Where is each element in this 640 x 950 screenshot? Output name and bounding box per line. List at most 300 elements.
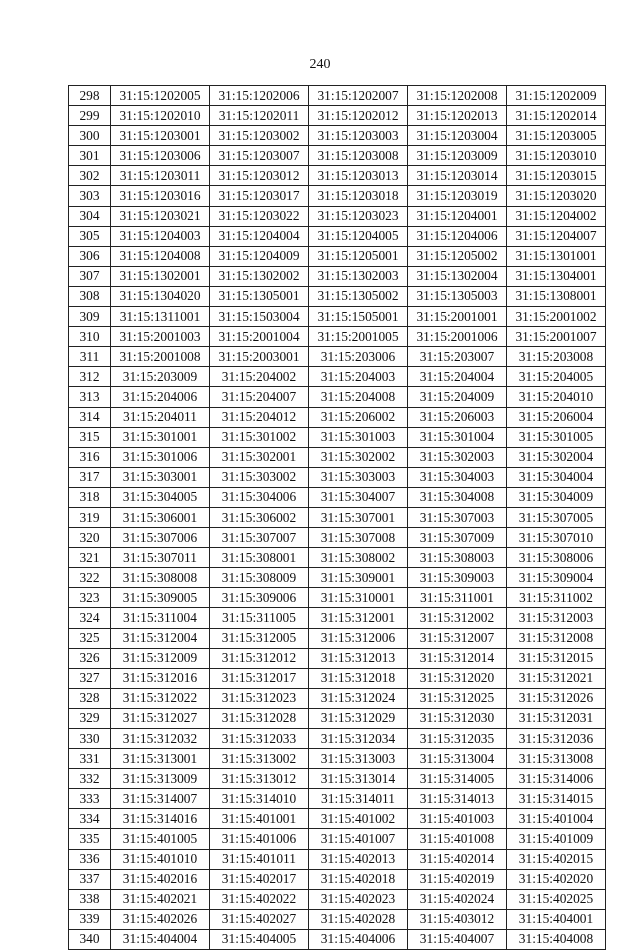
cadastral-number-cell: 31:15:1304020 [111, 286, 210, 306]
row-number: 310 [69, 327, 111, 347]
cadastral-number-cell: 31:15:314015 [507, 789, 606, 809]
cadastral-number-cell: 31:15:306002 [210, 507, 309, 527]
cadastral-number-cell: 31:15:1202005 [111, 86, 210, 106]
cadastral-number-cell: 31:15:301004 [408, 427, 507, 447]
cadastral-number-cell: 31:15:404008 [507, 929, 606, 949]
cadastral-number-cell: 31:15:1302004 [408, 266, 507, 286]
cadastral-number-cell: 31:15:309006 [210, 588, 309, 608]
row-number: 325 [69, 628, 111, 648]
cadastral-number-cell: 31:15:312007 [408, 628, 507, 648]
cadastral-number-cell: 31:15:1203013 [309, 166, 408, 186]
table-row [69, 568, 606, 588]
cadastral-number-cell: 31:15:301006 [111, 447, 210, 467]
cadastral-number-cell: 31:15:314007 [111, 789, 210, 809]
table-row [69, 246, 606, 266]
cadastral-number-cell: 31:15:204012 [210, 407, 309, 427]
cadastral-number-cell: 31:15:312017 [210, 668, 309, 688]
row-number: 327 [69, 668, 111, 688]
cadastral-number-cell: 31:15:312009 [111, 648, 210, 668]
cadastral-number-cell: 31:15:308003 [408, 548, 507, 568]
row-number: 332 [69, 769, 111, 789]
cadastral-number-cell: 31:15:401010 [111, 849, 210, 869]
row-number: 322 [69, 568, 111, 588]
cadastral-number-cell: 31:15:1302001 [111, 266, 210, 286]
row-number: 309 [69, 307, 111, 327]
row-number: 326 [69, 648, 111, 668]
table-row [69, 367, 606, 387]
cadastral-number-cell: 31:15:309004 [507, 568, 606, 588]
table-row [69, 608, 606, 628]
cadastral-number-cell: 31:15:311004 [111, 608, 210, 628]
table-row [69, 809, 606, 829]
cadastral-number-cell: 31:15:303003 [309, 467, 408, 487]
cadastral-number-cell: 31:15:312035 [408, 729, 507, 749]
table-row [69, 889, 606, 909]
cadastral-number-cell: 31:15:1202011 [210, 106, 309, 126]
cadastral-number-cell: 31:15:203008 [507, 347, 606, 367]
cadastral-number-cell: 31:15:1203003 [309, 126, 408, 146]
cadastral-number-cell: 31:15:309005 [111, 588, 210, 608]
cadastral-number-cell: 31:15:402022 [210, 889, 309, 909]
row-number: 339 [69, 909, 111, 929]
cadastral-number-cell: 31:15:1302003 [309, 266, 408, 286]
cadastral-number-cell: 31:15:307007 [210, 528, 309, 548]
table-body [69, 86, 606, 950]
cadastral-number-cell: 31:15:312004 [111, 628, 210, 648]
cadastral-number-cell: 31:15:307008 [309, 528, 408, 548]
cadastral-number-cell: 31:15:401006 [210, 829, 309, 849]
cadastral-number-cell: 31:15:1304001 [507, 266, 606, 286]
cadastral-number-cell: 31:15:312020 [408, 668, 507, 688]
cadastral-number-cell: 31:15:1203012 [210, 166, 309, 186]
cadastral-number-cell: 31:15:313003 [309, 749, 408, 769]
cadastral-number-cell: 31:15:402024 [408, 889, 507, 909]
row-number: 313 [69, 387, 111, 407]
row-number: 324 [69, 608, 111, 628]
cadastral-number-cell: 31:15:403012 [408, 909, 507, 929]
cadastral-number-cell: 31:15:2001005 [309, 327, 408, 347]
cadastral-number-cell: 31:15:313014 [309, 769, 408, 789]
cadastral-number-cell: 31:15:1301001 [507, 246, 606, 266]
table-row [69, 668, 606, 688]
cadastral-number-cell: 31:15:404001 [507, 909, 606, 929]
row-number: 319 [69, 507, 111, 527]
table-row [69, 749, 606, 769]
cadastral-number-cell: 31:15:1505001 [309, 307, 408, 327]
cadastral-number-cell: 31:15:1204003 [111, 226, 210, 246]
cadastral-number-cell: 31:15:2001006 [408, 327, 507, 347]
row-number: 311 [69, 347, 111, 367]
table-row [69, 628, 606, 648]
cadastral-number-cell: 31:15:402019 [408, 869, 507, 889]
cadastral-number-cell: 31:15:404005 [210, 929, 309, 949]
cadastral-number-cell: 31:15:401008 [408, 829, 507, 849]
cadastral-number-cell: 31:15:204005 [507, 367, 606, 387]
cadastral-number-cell: 31:15:206003 [408, 407, 507, 427]
row-number: 300 [69, 126, 111, 146]
row-number: 306 [69, 246, 111, 266]
cadastral-number-cell: 31:15:2001003 [111, 327, 210, 347]
cadastral-number-cell: 31:15:1202013 [408, 106, 507, 126]
cadastral-number-cell: 31:15:303002 [210, 467, 309, 487]
cadastral-number-cell: 31:15:204009 [408, 387, 507, 407]
row-number: 315 [69, 427, 111, 447]
row-number: 302 [69, 166, 111, 186]
table-row [69, 789, 606, 809]
row-number: 340 [69, 929, 111, 949]
row-number: 312 [69, 367, 111, 387]
cadastral-number-cell: 31:15:1203005 [507, 126, 606, 146]
cadastral-number-cell: 31:15:312036 [507, 729, 606, 749]
cadastral-number-cell: 31:15:312028 [210, 708, 309, 728]
cadastral-number-cell: 31:15:306001 [111, 507, 210, 527]
cadastral-number-cell: 31:15:1205002 [408, 246, 507, 266]
cadastral-number-cell: 31:15:401011 [210, 849, 309, 869]
cadastral-number-cell: 31:15:312029 [309, 708, 408, 728]
table-row [69, 769, 606, 789]
cadastral-number-cell: 31:15:402025 [507, 889, 606, 909]
cadastral-number-cell: 31:15:1203023 [309, 206, 408, 226]
cadastral-number-cell: 31:15:2001002 [507, 307, 606, 327]
row-number: 331 [69, 749, 111, 769]
cadastral-number-cell: 31:15:312026 [507, 688, 606, 708]
cadastral-number-cell: 31:15:1203020 [507, 186, 606, 206]
cadastral-number-cell: 31:15:203007 [408, 347, 507, 367]
cadastral-number-cell: 31:15:309001 [309, 568, 408, 588]
row-number: 301 [69, 146, 111, 166]
cadastral-number-cell: 31:15:206002 [309, 407, 408, 427]
cadastral-number-cell: 31:15:312013 [309, 648, 408, 668]
cadastral-number-cell: 31:15:311005 [210, 608, 309, 628]
cadastral-number-cell: 31:15:313008 [507, 749, 606, 769]
cadastral-number-cell: 31:15:1204004 [210, 226, 309, 246]
cadastral-number-cell: 31:15:314016 [111, 809, 210, 829]
table-row [69, 86, 606, 106]
cadastral-number-cell: 31:15:1203019 [408, 186, 507, 206]
cadastral-number-cell: 31:15:404007 [408, 929, 507, 949]
table-row [69, 588, 606, 608]
cadastral-number-cell: 31:15:304007 [309, 487, 408, 507]
row-number: 305 [69, 226, 111, 246]
cadastral-number-cell: 31:15:203009 [111, 367, 210, 387]
cadastral-number-cell: 31:15:312006 [309, 628, 408, 648]
cadastral-number-cell: 31:15:1203021 [111, 206, 210, 226]
cadastral-number-cell: 31:15:1203010 [507, 146, 606, 166]
cadastral-number-cell: 31:15:301002 [210, 427, 309, 447]
cadastral-number-cell: 31:15:401009 [507, 829, 606, 849]
cadastral-number-cell: 31:15:402020 [507, 869, 606, 889]
row-number: 335 [69, 829, 111, 849]
cadastral-number-cell: 31:15:310001 [309, 588, 408, 608]
row-number: 336 [69, 849, 111, 869]
cadastral-number-cell: 31:15:304006 [210, 487, 309, 507]
cadastral-number-cell: 31:15:312018 [309, 668, 408, 688]
cadastral-number-cell: 31:15:204011 [111, 407, 210, 427]
table-row [69, 427, 606, 447]
cadastral-number-cell: 31:15:312001 [309, 608, 408, 628]
row-number: 321 [69, 548, 111, 568]
cadastral-number-cell: 31:15:314013 [408, 789, 507, 809]
table-row [69, 708, 606, 728]
cadastral-number-cell: 31:15:312016 [111, 668, 210, 688]
table-row [69, 829, 606, 849]
cadastral-number-cell: 31:15:1202010 [111, 106, 210, 126]
cadastral-number-cell: 31:15:312002 [408, 608, 507, 628]
cadastral-number-cell: 31:15:401005 [111, 829, 210, 849]
cadastral-number-cell: 31:15:1305001 [210, 286, 309, 306]
cadastral-number-cell: 31:15:307010 [507, 528, 606, 548]
cadastral-number-cell: 31:15:1204007 [507, 226, 606, 246]
cadastral-number-cell: 31:15:1204001 [408, 206, 507, 226]
table-row [69, 869, 606, 889]
cadastral-number-cell: 31:15:1203009 [408, 146, 507, 166]
cadastral-number-cell: 31:15:1204009 [210, 246, 309, 266]
cadastral-number-cell: 31:15:1204002 [507, 206, 606, 226]
row-number: 334 [69, 809, 111, 829]
cadastral-number-cell: 31:15:1202006 [210, 86, 309, 106]
cadastral-number-cell: 31:15:307001 [309, 507, 408, 527]
table-row [69, 548, 606, 568]
cadastral-number-cell: 31:15:402018 [309, 869, 408, 889]
table-row [69, 347, 606, 367]
cadastral-number-cell: 31:15:308001 [210, 548, 309, 568]
cadastral-number-cell: 31:15:2001001 [408, 307, 507, 327]
table-row [69, 126, 606, 146]
cadastral-number-cell: 31:15:1305002 [309, 286, 408, 306]
cadastral-number-cell: 31:15:313012 [210, 769, 309, 789]
cadastral-number-cell: 31:15:312023 [210, 688, 309, 708]
cadastral-number-cell: 31:15:304008 [408, 487, 507, 507]
cadastral-number-cell: 31:15:402028 [309, 909, 408, 929]
cadastral-number-cell: 31:15:1204008 [111, 246, 210, 266]
cadastral-number-cell: 31:15:204003 [309, 367, 408, 387]
cadastral-number-cell: 31:15:313002 [210, 749, 309, 769]
cadastral-number-cell: 31:15:204004 [408, 367, 507, 387]
cadastral-number-cell: 31:15:402021 [111, 889, 210, 909]
cadastral-number-cell: 31:15:1202008 [408, 86, 507, 106]
cadastral-number-cell: 31:15:309003 [408, 568, 507, 588]
cadastral-number-cell: 31:15:312030 [408, 708, 507, 728]
cadastral-number-cell: 31:15:302003 [408, 447, 507, 467]
cadastral-number-cell: 31:15:312022 [111, 688, 210, 708]
cadastral-number-cell: 31:15:401001 [210, 809, 309, 829]
cadastral-number-cell: 31:15:302001 [210, 447, 309, 467]
row-number: 303 [69, 186, 111, 206]
table-row [69, 467, 606, 487]
cadastral-number-cell: 31:15:308008 [111, 568, 210, 588]
cadastral-number-cell: 31:15:314011 [309, 789, 408, 809]
row-number: 337 [69, 869, 111, 889]
cadastral-number-cell: 31:15:1203017 [210, 186, 309, 206]
table-row [69, 849, 606, 869]
cadastral-number-cell: 31:15:314006 [507, 769, 606, 789]
table-row [69, 387, 606, 407]
cadastral-number-cell: 31:15:301001 [111, 427, 210, 447]
cadastral-number-cell: 31:15:1202012 [309, 106, 408, 126]
cadastral-number-cell: 31:15:1204005 [309, 226, 408, 246]
cadastral-number-cell: 31:15:401004 [507, 809, 606, 829]
cadastral-number-cell: 31:15:1311001 [111, 307, 210, 327]
cadastral-number-cell: 31:15:2001004 [210, 327, 309, 347]
cadastral-number-cell: 31:15:1203014 [408, 166, 507, 186]
cadastral-number-cell: 31:15:314005 [408, 769, 507, 789]
row-number: 323 [69, 588, 111, 608]
cadastral-number-cell: 31:15:301003 [309, 427, 408, 447]
table-row [69, 648, 606, 668]
table-row [69, 688, 606, 708]
row-number: 320 [69, 528, 111, 548]
cadastral-number-cell: 31:15:402014 [408, 849, 507, 869]
table-row [69, 307, 606, 327]
cadastral-number-cell: 31:15:204006 [111, 387, 210, 407]
cadastral-number-cell: 31:15:204008 [309, 387, 408, 407]
cadastral-number-cell: 31:15:312021 [507, 668, 606, 688]
cadastral-number-cell: 31:15:312014 [408, 648, 507, 668]
cadastral-number-cell: 31:15:1203016 [111, 186, 210, 206]
cadastral-number-cell: 31:15:401003 [408, 809, 507, 829]
table-row [69, 487, 606, 507]
table-row [69, 226, 606, 246]
table-row [69, 266, 606, 286]
cadastral-number-cell: 31:15:2001007 [507, 327, 606, 347]
cadastral-number-cell: 31:15:312025 [408, 688, 507, 708]
cadastral-number-cell: 31:15:2003001 [210, 347, 309, 367]
cadastral-number-cell: 31:15:2001008 [111, 347, 210, 367]
cadastral-number-cell: 31:15:1202007 [309, 86, 408, 106]
cadastral-number-cell: 31:15:312032 [111, 729, 210, 749]
cadastral-number-cell: 31:15:1202009 [507, 86, 606, 106]
cadastral-number-cell: 31:15:312024 [309, 688, 408, 708]
cadastral-table [68, 85, 606, 950]
cadastral-number-cell: 31:15:302002 [309, 447, 408, 467]
cadastral-number-cell: 31:15:304005 [111, 487, 210, 507]
cadastral-number-cell: 31:15:1203008 [309, 146, 408, 166]
cadastral-number-cell: 31:15:307009 [408, 528, 507, 548]
table-row [69, 327, 606, 347]
cadastral-number-cell: 31:15:312033 [210, 729, 309, 749]
cadastral-number-cell: 31:15:302004 [507, 447, 606, 467]
row-number: 307 [69, 266, 111, 286]
cadastral-number-cell: 31:15:1203007 [210, 146, 309, 166]
cadastral-number-cell: 31:15:311001 [408, 588, 507, 608]
cadastral-number-cell: 31:15:404006 [309, 929, 408, 949]
table-row [69, 106, 606, 126]
cadastral-number-cell: 31:15:1302002 [210, 266, 309, 286]
cadastral-number-cell: 31:15:308009 [210, 568, 309, 588]
cadastral-number-cell: 31:15:1203011 [111, 166, 210, 186]
cadastral-number-cell: 31:15:402013 [309, 849, 408, 869]
cadastral-number-cell: 31:15:307006 [111, 528, 210, 548]
cadastral-number-cell: 31:15:304009 [507, 487, 606, 507]
row-number: 329 [69, 708, 111, 728]
cadastral-number-cell: 31:15:313001 [111, 749, 210, 769]
table-row [69, 206, 606, 226]
cadastral-number-cell: 31:15:1305003 [408, 286, 507, 306]
cadastral-number-cell: 31:15:401002 [309, 809, 408, 829]
table-row [69, 166, 606, 186]
cadastral-number-cell: 31:15:307011 [111, 548, 210, 568]
cadastral-number-cell: 31:15:206004 [507, 407, 606, 427]
cadastral-number-cell: 31:15:1204006 [408, 226, 507, 246]
cadastral-number-cell: 31:15:312003 [507, 608, 606, 628]
cadastral-number-cell: 31:15:313009 [111, 769, 210, 789]
cadastral-number-cell: 31:15:1203004 [408, 126, 507, 146]
cadastral-number-cell: 31:15:1503004 [210, 307, 309, 327]
table-row [69, 447, 606, 467]
cadastral-number-cell: 31:15:304003 [408, 467, 507, 487]
cadastral-number-cell: 31:15:301005 [507, 427, 606, 447]
cadastral-number-cell: 31:15:402015 [507, 849, 606, 869]
row-number: 308 [69, 286, 111, 306]
cadastral-number-cell: 31:15:1203015 [507, 166, 606, 186]
cadastral-number-cell: 31:15:1203018 [309, 186, 408, 206]
cadastral-number-cell: 31:15:1308001 [507, 286, 606, 306]
cadastral-number-cell: 31:15:402023 [309, 889, 408, 909]
cadastral-number-cell: 31:15:204002 [210, 367, 309, 387]
cadastral-number-cell: 31:15:312005 [210, 628, 309, 648]
cadastral-number-cell: 31:15:204010 [507, 387, 606, 407]
cadastral-number-cell: 31:15:308002 [309, 548, 408, 568]
cadastral-number-cell: 31:15:1203001 [111, 126, 210, 146]
cadastral-number-cell: 31:15:308006 [507, 548, 606, 568]
table-row [69, 507, 606, 527]
cadastral-number-cell: 31:15:312031 [507, 708, 606, 728]
cadastral-number-cell: 31:15:307005 [507, 507, 606, 527]
cadastral-number-cell: 31:15:303001 [111, 467, 210, 487]
cadastral-number-cell: 31:15:1203002 [210, 126, 309, 146]
cadastral-number-cell: 31:15:404004 [111, 929, 210, 949]
row-number: 298 [69, 86, 111, 106]
table-row [69, 407, 606, 427]
row-number: 333 [69, 789, 111, 809]
cadastral-number-cell: 31:15:312012 [210, 648, 309, 668]
cadastral-number-cell: 31:15:402017 [210, 869, 309, 889]
row-number: 314 [69, 407, 111, 427]
cadastral-number-cell: 31:15:312027 [111, 708, 210, 728]
row-number: 317 [69, 467, 111, 487]
cadastral-number-cell: 31:15:304004 [507, 467, 606, 487]
cadastral-number-cell: 31:15:402016 [111, 869, 210, 889]
row-number: 316 [69, 447, 111, 467]
table-row [69, 528, 606, 548]
row-number: 299 [69, 106, 111, 126]
cadastral-number-cell: 31:15:312015 [507, 648, 606, 668]
table-row [69, 729, 606, 749]
row-number: 304 [69, 206, 111, 226]
cadastral-number-cell: 31:15:311002 [507, 588, 606, 608]
table-row [69, 186, 606, 206]
cadastral-number-cell: 31:15:1203022 [210, 206, 309, 226]
row-number: 318 [69, 487, 111, 507]
row-number: 338 [69, 889, 111, 909]
cadastral-number-cell: 31:15:312008 [507, 628, 606, 648]
cadastral-number-cell: 31:15:1202014 [507, 106, 606, 126]
cadastral-number-cell: 31:15:1203006 [111, 146, 210, 166]
row-number: 328 [69, 688, 111, 708]
cadastral-number-cell: 31:15:307003 [408, 507, 507, 527]
cadastral-number-cell: 31:15:401007 [309, 829, 408, 849]
table-row [69, 909, 606, 929]
cadastral-number-cell: 31:15:203006 [309, 347, 408, 367]
cadastral-number-cell: 31:15:312034 [309, 729, 408, 749]
row-number: 330 [69, 729, 111, 749]
cadastral-number-cell: 31:15:402026 [111, 909, 210, 929]
cadastral-number-cell: 31:15:402027 [210, 909, 309, 929]
cadastral-number-cell: 31:15:314010 [210, 789, 309, 809]
cadastral-number-cell: 31:15:313004 [408, 749, 507, 769]
cadastral-number-cell: 31:15:204007 [210, 387, 309, 407]
table-row [69, 286, 606, 306]
